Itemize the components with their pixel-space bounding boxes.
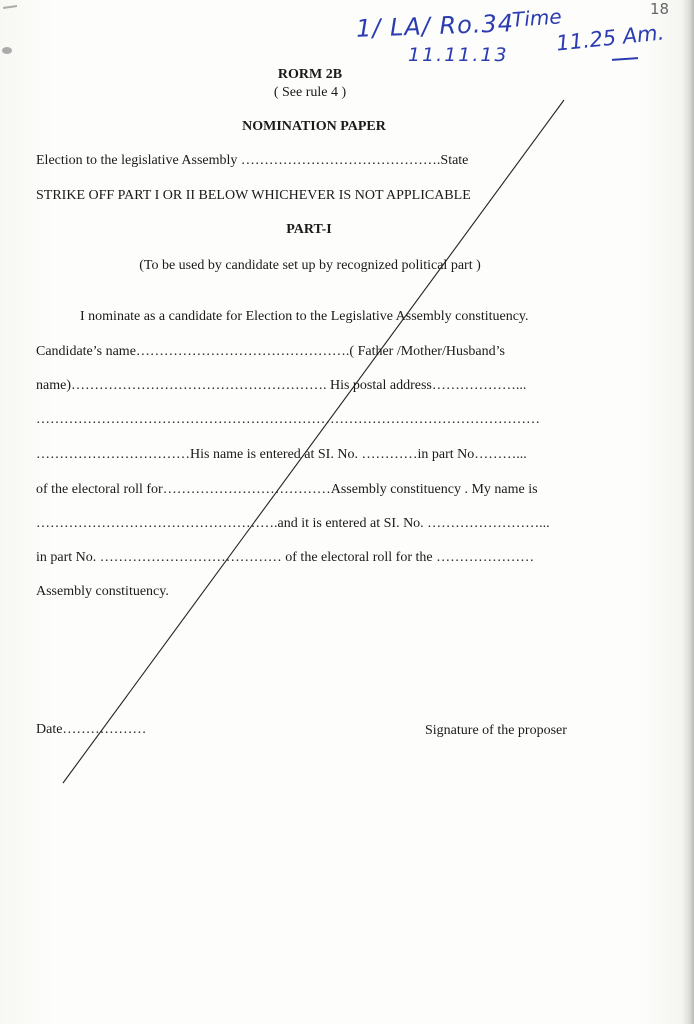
form-heading: NOMINATION PAPER [242, 119, 386, 134]
form-line: of the electoral roll for………………………………Assembly constituency . My name is [36, 482, 538, 497]
form-line: I nominate as a candidate for Election to the Legislative Assembly constituency. [80, 309, 529, 324]
election-line: Election to the legislative Assembly …………………………………….State [36, 153, 469, 168]
form-line: name)………………………………………………. His postal address………………... [36, 378, 527, 393]
handwritten-time: 11.25 Am. [555, 20, 666, 56]
handwritten-date: 11.11.13 [408, 44, 509, 66]
part-heading: PART-I [286, 222, 332, 237]
page-number: 18 [650, 0, 670, 18]
form-line: …………………………………………….and it is entered at SI. No. ……………………... [36, 516, 550, 531]
form-line: ……………………………His name is entered at SI. No. …………in part No………... [36, 447, 527, 462]
handwritten-reference: 1/ LA/ Ro.34 [355, 9, 515, 43]
form-line: Assembly constituency. [36, 584, 169, 599]
date-field: Date……………… [36, 722, 147, 737]
part-note: (To be used by candidate set up by recognized political part ) [139, 258, 481, 273]
form-title: RORM 2B [277, 67, 343, 82]
strike-instruction: STRIKE OFF PART I OR II BELOW WHICHEVER IS NOT APPLICABLE [36, 188, 471, 203]
form-line: Candidate’s name……………………………………….( Father /Mother/Husband’s [36, 344, 505, 359]
form-line: in part No. ………………………………… of the electoral roll for the ………………… [36, 550, 535, 565]
form-subtitle: ( See rule 4 ) [273, 85, 347, 100]
signature-label: Signature of the proposer [425, 723, 567, 738]
form-line: ……………………………………………………………………………………………… [36, 412, 540, 427]
handwritten-time-label: Time [511, 4, 563, 32]
